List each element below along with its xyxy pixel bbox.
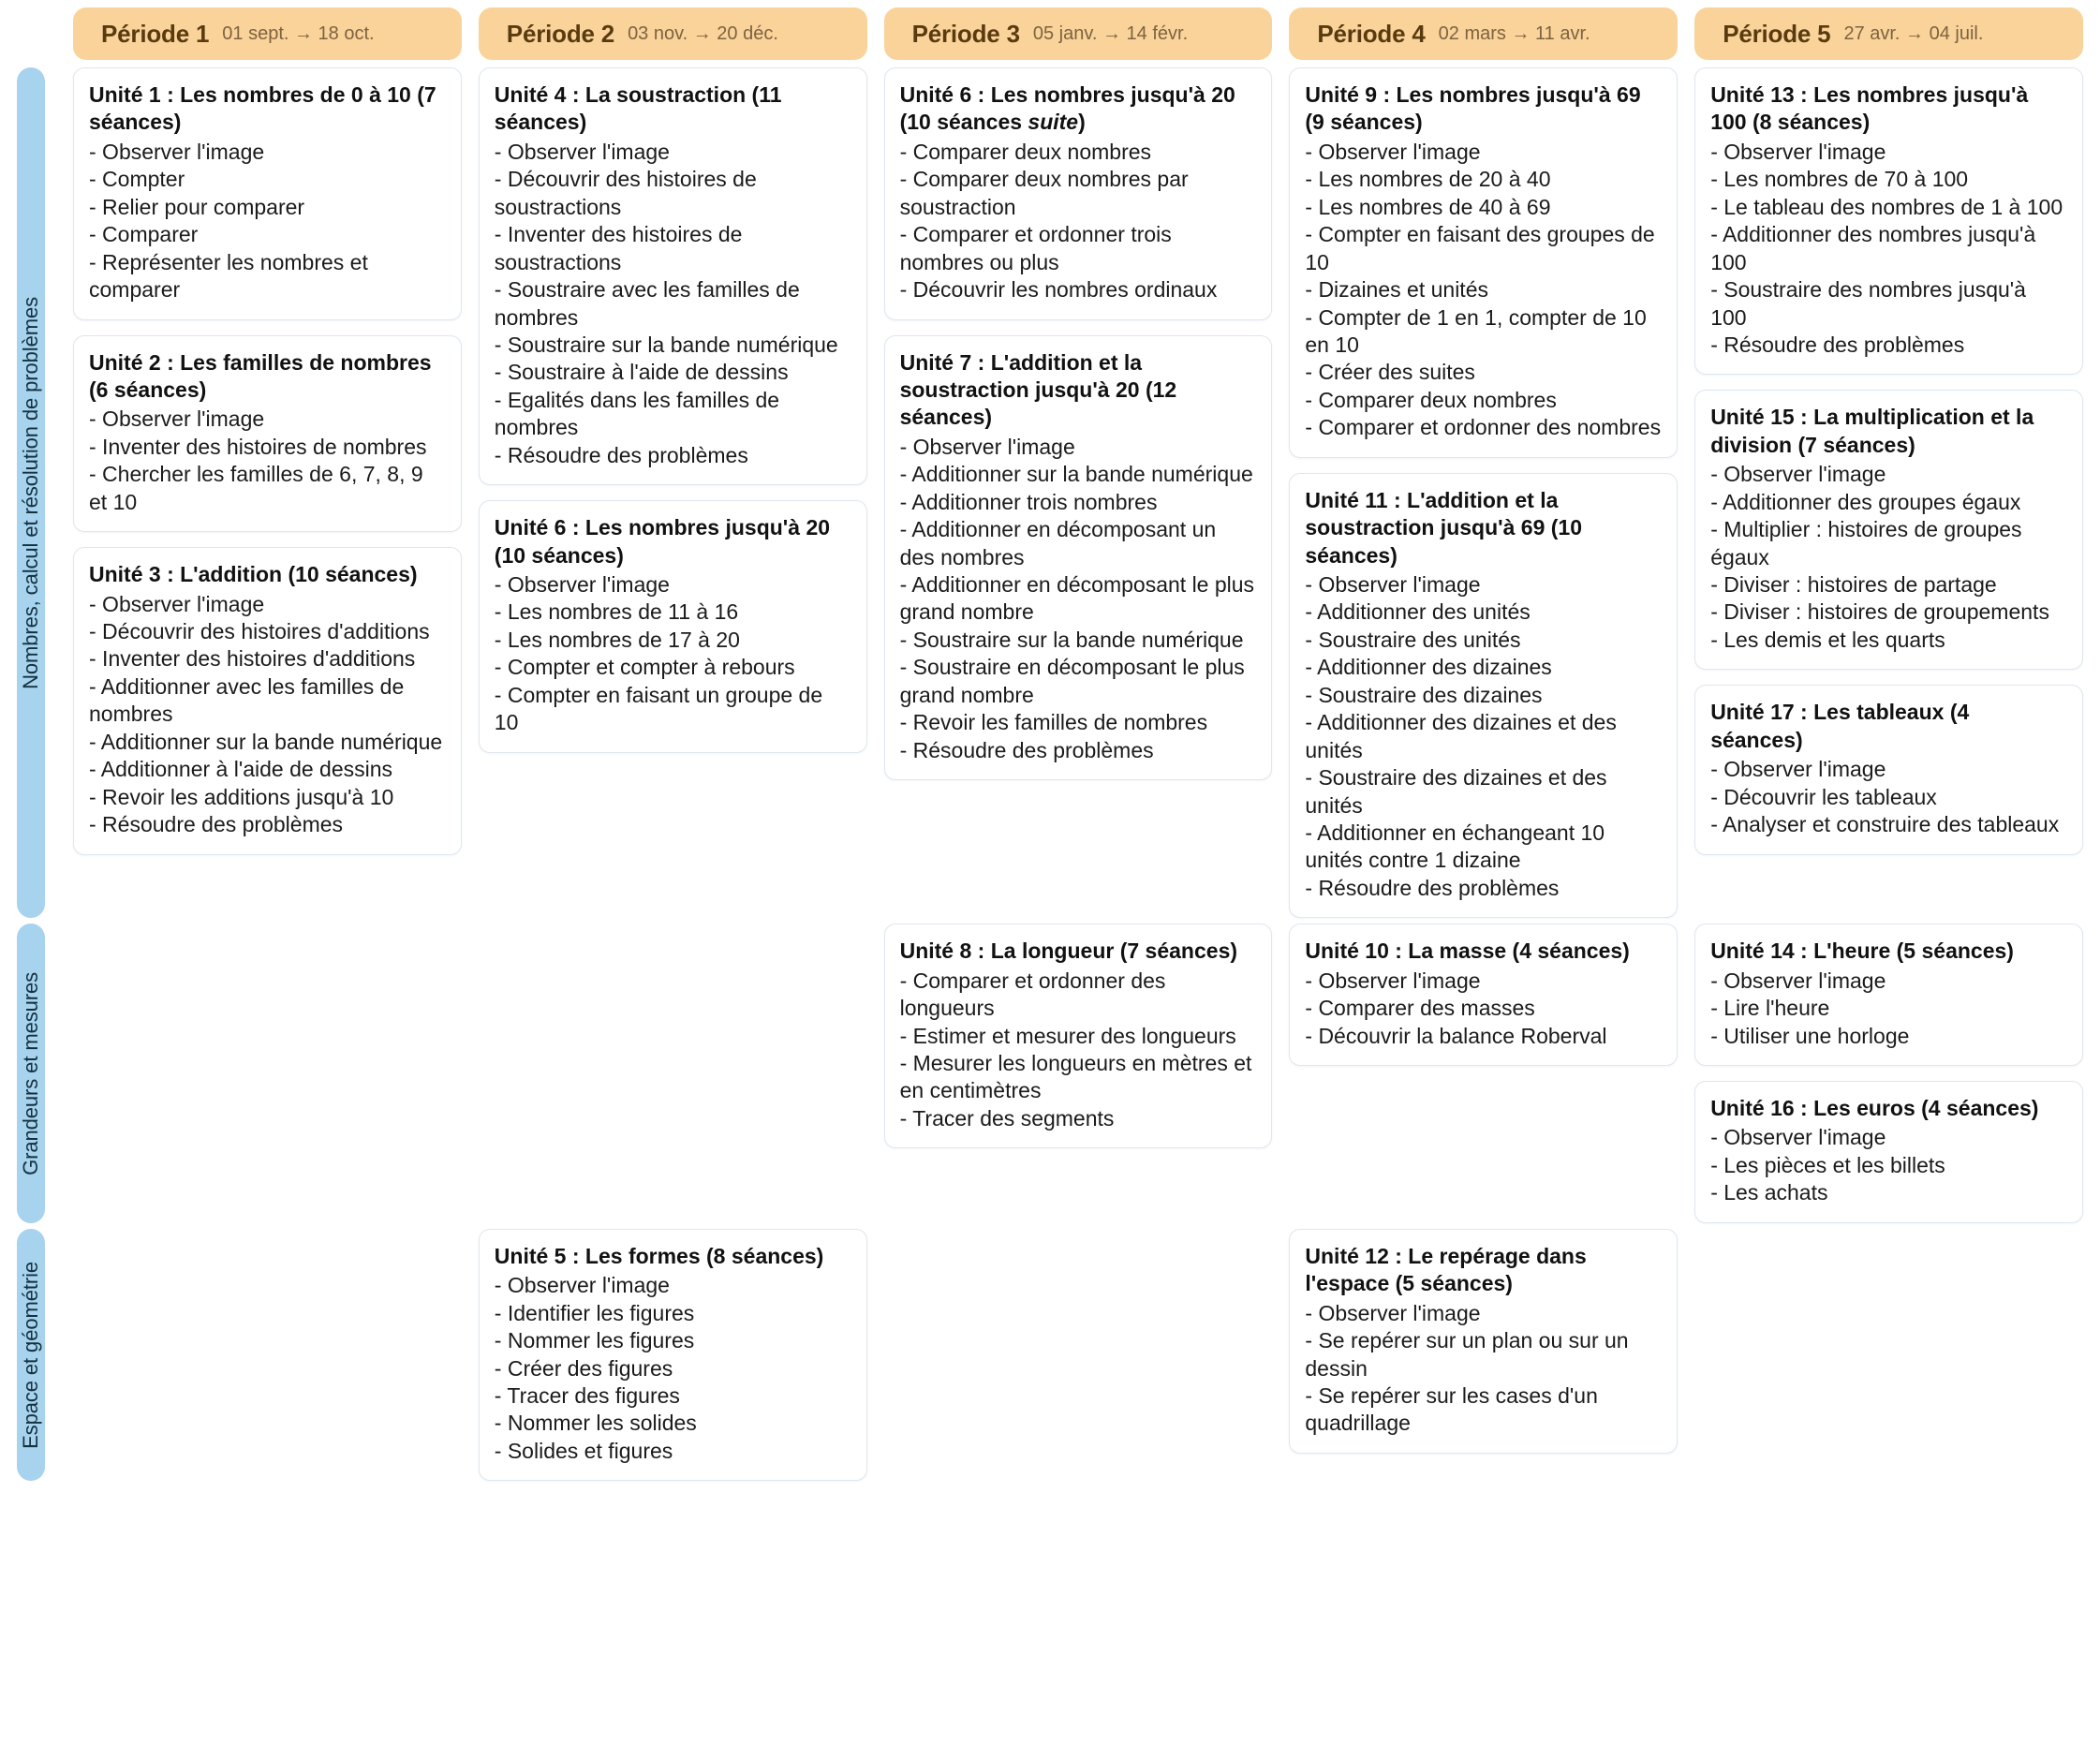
period-dates: 03 nov. → 20 déc. xyxy=(628,22,778,44)
unit-card-item: - Additionner des nombres jusqu'à 100 xyxy=(1710,222,2036,274)
cell-nombres-periode-4 xyxy=(1289,62,1678,918)
unit-card-item: - Chercher les familles de 6, 7, 8, 9 et 10 xyxy=(89,462,423,514)
unit-card xyxy=(1289,924,1678,1066)
unit-card xyxy=(479,1229,867,1482)
unit-card-title: Unité 10 : La masse (4 séances) xyxy=(1305,939,1630,964)
unit-card-item: - Mesurer les longueurs en mètres et en centimètres xyxy=(899,1051,1252,1103)
band-label-cell-nombres xyxy=(0,62,56,918)
period-name: Période 3 xyxy=(911,19,1020,48)
unit-card-item: - Les nombres de 11 à 16 xyxy=(494,599,739,625)
unit-card-title: Unité 13 : Les nombres jusqu'à 100 (8 séances) xyxy=(1710,82,2029,135)
unit-card-item: - Compter xyxy=(89,167,185,192)
unit-card-item: - Soustraire à l'aide de dessins xyxy=(494,360,789,385)
cell-espace-periode-1 xyxy=(73,1223,462,1482)
unit-card-item: - Inventer des histoires de soustractions xyxy=(494,222,743,274)
unit-card-item: - Comparer xyxy=(89,222,199,247)
band-label-text: Nombres, calcul et résolution de problèmes xyxy=(19,296,42,689)
unit-card-item: - Découvrir les tableaux xyxy=(1710,784,1937,809)
period-pill-5 xyxy=(1694,7,2083,60)
unit-card-item: - Comparer et ordonner trois nombres ou plus xyxy=(899,222,1172,274)
unit-card xyxy=(884,335,1273,781)
unit-card-item: - Les nombres de 40 à 69 xyxy=(1305,194,1551,219)
unit-card-title: Unité 2 : Les familles de nombres (6 séances) xyxy=(89,349,432,402)
unit-card-title: Unité 5 : Les formes (8 séances) xyxy=(494,1243,824,1268)
unit-card-item: - Soustraire des dizaines et des unités xyxy=(1305,765,1607,818)
unit-card-title: Unité 16 : Les euros (4 séances) xyxy=(1710,1096,2039,1120)
unit-card-item: - Inventer des histoires d'additions xyxy=(89,646,416,672)
unit-card-item: - Résoudre des problèmes xyxy=(89,812,344,837)
unit-card-item: - Comparer deux nombres par soustraction xyxy=(899,167,1189,219)
cell-nombres-periode-1 xyxy=(73,62,462,918)
unit-card-item: - Les achats xyxy=(1710,1180,1828,1205)
unit-card-title: Unité 12 : Le repérage dans l'espace (5 séances) xyxy=(1305,1243,1587,1296)
unit-card-item: - Revoir les additions jusqu'à 10 xyxy=(89,784,394,809)
period-name: Période 4 xyxy=(1317,19,1426,48)
unit-card-item: - Additionner sur la bande numérique xyxy=(899,462,1253,487)
unit-card-item: - Relier pour comparer xyxy=(89,194,305,219)
unit-card-item: - Compter et compter à rebours xyxy=(494,655,795,680)
unit-card-item: - Observer l'image xyxy=(1710,462,1886,487)
unit-card-item: - Découvrir la balance Roberval xyxy=(1305,1023,1607,1048)
unit-card-item: - Découvrir les nombres ordinaux xyxy=(899,277,1218,303)
unit-card-item: - Observer l'image xyxy=(1710,1125,1886,1150)
cell-grandeurs-periode-4 xyxy=(1289,918,1678,1223)
unit-card xyxy=(479,500,867,753)
cell-grandeurs-periode-1 xyxy=(73,918,462,1223)
unit-card-item: - Inventer des histoires de nombres xyxy=(89,434,427,459)
unit-card-item: - Observer l'image xyxy=(1305,139,1481,164)
unit-card-item: - Comparer des masses xyxy=(1305,996,1535,1021)
unit-card-item: - Observer l'image xyxy=(494,1273,670,1298)
unit-card-item: - Additionner en décomposant le plus grand nombre xyxy=(899,572,1255,625)
unit-card-item: - Tracer des figures xyxy=(494,1382,680,1408)
unit-title-emphasis: suite xyxy=(1028,110,1079,135)
unit-card-item: - Observer l'image xyxy=(494,572,670,597)
band-label-cell-espace xyxy=(0,1223,56,1482)
unit-card-item: - Additionner des groupes égaux xyxy=(1710,489,2021,514)
period-dates: 27 avr. → 04 juil. xyxy=(1843,22,1984,44)
unit-card xyxy=(1289,473,1678,919)
unit-card-title: Unité 9 : Les nombres jusqu'à 69 (9 séances) xyxy=(1305,82,1641,135)
period-name: Période 1 xyxy=(101,19,210,48)
unit-card-item: - Observer l'image xyxy=(1305,1300,1481,1325)
period-pill-3 xyxy=(884,7,1273,60)
unit-card-item: - Observer l'image xyxy=(1710,757,1886,782)
unit-card-title: Unité 8 : La longueur (7 séances) xyxy=(899,939,1238,964)
unit-card-title: Unité 3 : L'addition (10 séances) xyxy=(89,562,418,587)
unit-card-item: - Comparer deux nombres xyxy=(899,139,1152,164)
unit-card xyxy=(884,67,1273,320)
cell-nombres-periode-5 xyxy=(1694,62,2083,918)
unit-card-item: - Découvrir des histoires de soustractions xyxy=(494,167,757,219)
unit-card-item: - Additionner des unités xyxy=(1305,599,1531,625)
unit-card-item: - Se repérer sur les cases d'un quadrillage xyxy=(1305,1382,1598,1436)
unit-card-item: - Additionner avec les familles de nombres xyxy=(89,673,405,727)
period-name: Période 2 xyxy=(506,19,615,48)
period-pill-2 xyxy=(479,7,867,60)
unit-card-item: - Observer l'image xyxy=(899,434,1075,459)
unit-card-item: - Nommer les figures xyxy=(494,1328,695,1353)
unit-card xyxy=(73,335,462,533)
unit-card-item: - Soustraire des dizaines xyxy=(1305,682,1543,707)
unit-card-title: Unité 6 : Les nombres jusqu'à 20 (10 séances suite) xyxy=(899,82,1235,135)
cell-espace-periode-5 xyxy=(1694,1223,2083,1482)
unit-card-item: - Estimer et mesurer des longueurs xyxy=(899,1023,1236,1048)
unit-card-item: - Comparer deux nombres xyxy=(1305,387,1557,412)
unit-card xyxy=(1694,67,2083,375)
unit-card-item: - Observer l'image xyxy=(1710,139,1886,164)
cell-grandeurs-periode-3 xyxy=(884,918,1273,1223)
unit-card-item: - Additionner à l'aide de dessins xyxy=(89,757,393,782)
unit-card-item: - Observer l'image xyxy=(1305,968,1481,993)
unit-card-title: Unité 4 : La soustraction (11 séances) xyxy=(494,82,782,135)
cell-espace-periode-4 xyxy=(1289,1223,1678,1482)
unit-card-item: - Les nombres de 70 à 100 xyxy=(1710,167,1969,192)
unit-card xyxy=(1694,1081,2083,1223)
unit-card-item: - Analyser et construire des tableaux xyxy=(1710,812,2060,837)
period-dates: 02 mars → 11 avr. xyxy=(1438,22,1590,44)
unit-card-item: - Additionner sur la bande numérique xyxy=(89,729,443,754)
cell-nombres-periode-2 xyxy=(479,62,867,918)
unit-card-item: - Additionner des dizaines et des unités xyxy=(1305,710,1617,762)
unit-card-title: Unité 7 : L'addition et la soustraction jusqu'à 20 (12 séances) xyxy=(899,349,1177,430)
unit-card-item: - Observer l'image xyxy=(89,406,265,432)
unit-card xyxy=(1289,1229,1678,1454)
unit-card-title: Unité 6 : Les nombres jusqu'à 20 (10 séances) xyxy=(494,515,831,568)
cell-grandeurs-periode-5 xyxy=(1694,918,2083,1223)
unit-card-title: Unité 1 : Les nombres de 0 à 10 (7 séances) xyxy=(89,82,436,135)
unit-card-item: - Observer l'image xyxy=(89,139,265,164)
band-label-grandeurs xyxy=(17,924,45,1223)
unit-card-item: - Utiliser une horloge xyxy=(1710,1023,1910,1048)
unit-card-item: - Diviser : histoires de partage xyxy=(1710,572,1997,597)
unit-card-item: - Soustraire sur la bande numérique xyxy=(494,332,838,357)
unit-card-item: - Le tableau des nombres de 1 à 100 xyxy=(1710,194,2063,219)
unit-card-item: - Représenter les nombres et comparer xyxy=(89,249,368,303)
unit-card-item: - Egalités dans les familles de nombres xyxy=(494,387,780,440)
unit-card-item: - Observer l'image xyxy=(494,139,670,164)
unit-card-item: - Créer des figures xyxy=(494,1355,673,1381)
period-dates: 05 janv. → 14 févr. xyxy=(1032,22,1189,44)
unit-card-item: - Observer l'image xyxy=(1305,572,1481,597)
unit-card-item: - Additionner trois nombres xyxy=(899,489,1158,514)
unit-card-item: - Dizaines et unités xyxy=(1305,277,1488,303)
unit-card-item: - Tracer des segments xyxy=(899,1105,1115,1131)
unit-card xyxy=(884,924,1273,1148)
unit-card-item: - Soustraire en décomposant le plus grand nombre xyxy=(899,655,1245,707)
unit-card xyxy=(73,67,462,320)
period-pill-1 xyxy=(73,7,462,60)
unit-card-item: - Compter en faisant un groupe de 10 xyxy=(494,682,823,735)
unit-card-item: - Observer l'image xyxy=(1710,968,1886,993)
unit-card-item: - Les pièces et les billets xyxy=(1710,1152,1945,1177)
unit-card-item: - Comparer et ordonner des nombres xyxy=(1305,415,1662,440)
unit-card-item: - Comparer et ordonner des longueurs xyxy=(899,968,1166,1021)
unit-card-item: - Additionner en échangeant 10 unités contre 1 dizaine xyxy=(1305,820,1605,873)
unit-card-item: - Les demis et les quarts xyxy=(1710,627,1945,652)
unit-card-item: - Nommer les solides xyxy=(494,1411,697,1436)
unit-card xyxy=(1694,685,2083,854)
unit-card-item: - Solides et figures xyxy=(494,1438,673,1463)
curriculum-grid xyxy=(0,62,2100,1481)
unit-card-item: - Soustraire des unités xyxy=(1305,627,1521,652)
cell-nombres-periode-3 xyxy=(884,62,1273,918)
unit-card-item: - Additionner des dizaines xyxy=(1305,655,1552,680)
unit-card-item: - Soustraire sur la bande numérique xyxy=(899,627,1244,652)
unit-card-item: - Soustraire avec les familles de nombres xyxy=(494,277,800,330)
unit-card-item: - Résoudre des problèmes xyxy=(1305,875,1560,900)
unit-card-item: - Se repérer sur un plan ou sur un dessin xyxy=(1305,1328,1629,1381)
unit-card-item: - Les nombres de 17 à 20 xyxy=(494,627,740,652)
unit-card-item: - Résoudre des problèmes xyxy=(899,737,1154,762)
period-name: Période 5 xyxy=(1723,19,1831,48)
cell-grandeurs-periode-2 xyxy=(479,918,867,1223)
unit-card xyxy=(73,547,462,854)
unit-card-title: Unité 17 : Les tableaux (4 séances) xyxy=(1710,700,1970,752)
cell-espace-periode-2 xyxy=(479,1223,867,1482)
unit-card-item: - Diviser : histoires de groupements xyxy=(1710,599,2049,625)
band-label-text: Grandeurs et mesures xyxy=(19,971,42,1175)
unit-card xyxy=(1289,67,1678,458)
band-label-text: Espace et géométrie xyxy=(19,1261,42,1449)
unit-card-item: - Les nombres de 20 à 40 xyxy=(1305,167,1551,192)
unit-card-item: - Compter en faisant des groupes de 10 xyxy=(1305,222,1655,274)
band-label-espace xyxy=(17,1229,45,1482)
band-label-cell-grandeurs xyxy=(0,918,56,1223)
unit-card-item: - Créer des suites xyxy=(1305,360,1475,385)
unit-card-item: - Compter de 1 en 1, compter de 10 en 10 xyxy=(1305,304,1647,357)
unit-card-item: - Soustraire des nombres jusqu'à 100 xyxy=(1710,277,2026,330)
periods-header-row xyxy=(0,0,2100,62)
unit-card xyxy=(479,67,867,485)
unit-card-item: - Additionner en décomposant un des nombres xyxy=(899,517,1217,569)
cell-espace-periode-3 xyxy=(884,1223,1273,1482)
unit-card-item: - Identifier les figures xyxy=(494,1300,695,1325)
unit-card-item: - Résoudre des problèmes xyxy=(1710,332,1965,357)
unit-card-title: Unité 14 : L'heure (5 séances) xyxy=(1710,939,2014,964)
unit-card xyxy=(1694,390,2083,670)
unit-card-item: - Lire l'heure xyxy=(1710,996,1830,1021)
period-dates: 01 sept. → 18 oct. xyxy=(222,22,375,44)
unit-card-title: Unité 11 : L'addition et la soustraction jusqu'à 69 (10 séances) xyxy=(1305,487,1582,568)
unit-card xyxy=(1694,924,2083,1066)
unit-card-item: - Revoir les familles de nombres xyxy=(899,710,1208,735)
unit-card-title: Unité 15 : La multiplication et la division (7 séances) xyxy=(1710,405,2034,457)
band-label-nombres xyxy=(17,67,45,918)
unit-card-item: - Observer l'image xyxy=(89,591,265,616)
unit-card-item: - Résoudre des problèmes xyxy=(494,442,748,467)
unit-card-item: - Multiplier : histoires de groupes égaux xyxy=(1710,517,2022,569)
unit-card-item: - Découvrir des histoires d'additions xyxy=(89,619,430,643)
period-pill-4 xyxy=(1289,7,1678,60)
